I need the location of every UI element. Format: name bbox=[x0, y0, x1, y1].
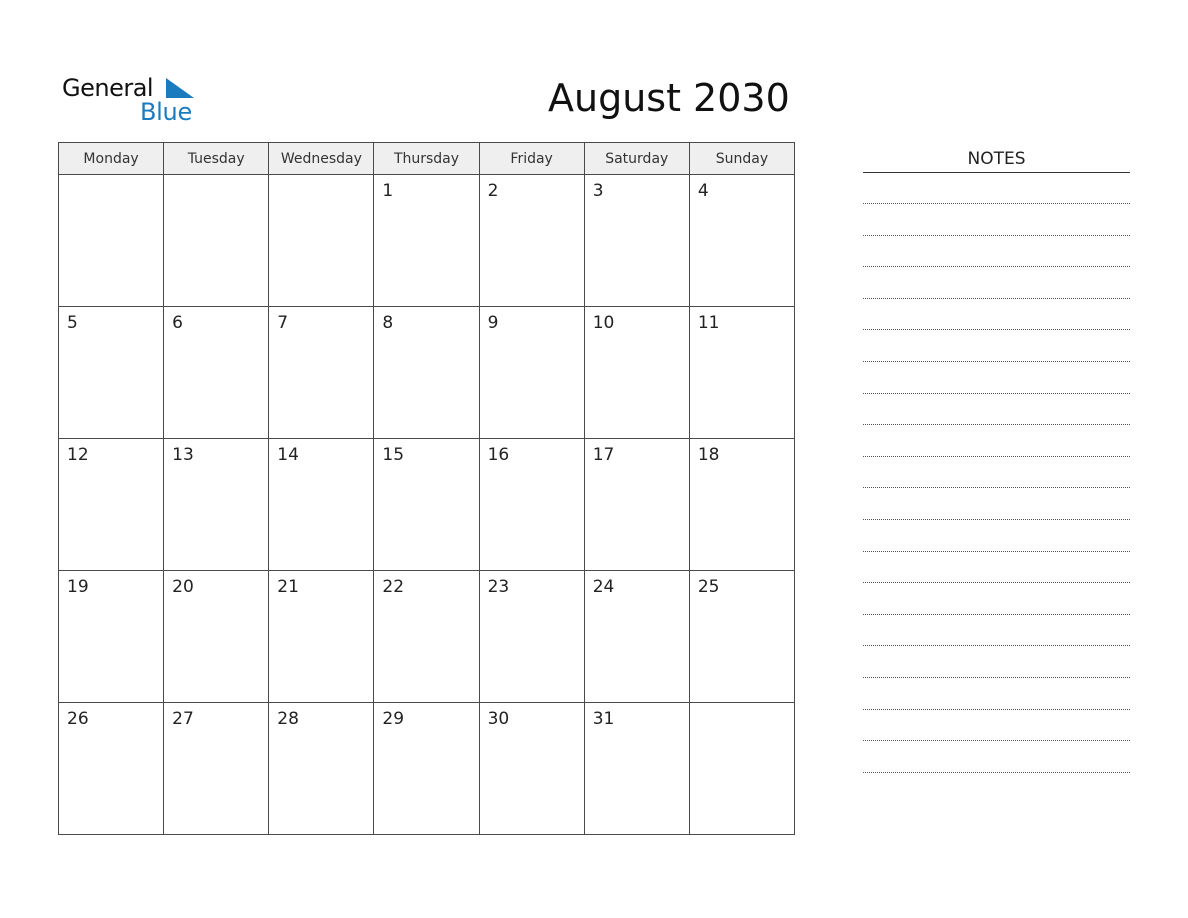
notes-panel bbox=[863, 148, 1130, 173]
day-cell: 6 bbox=[164, 307, 269, 439]
day-cell: 24 bbox=[584, 571, 689, 703]
day-cell: 31 bbox=[584, 703, 689, 835]
day-cell: 27 bbox=[164, 703, 269, 835]
note-line bbox=[863, 740, 1130, 741]
note-line bbox=[863, 645, 1130, 646]
day-cell: 18 bbox=[689, 439, 794, 571]
day-cell bbox=[269, 175, 374, 307]
day-cell: 28 bbox=[269, 703, 374, 835]
day-cell: 13 bbox=[164, 439, 269, 571]
day-cell: 22 bbox=[374, 571, 479, 703]
day-cell: 3 bbox=[584, 175, 689, 307]
day-cell: 21 bbox=[269, 571, 374, 703]
weekday-header: Saturday bbox=[584, 143, 689, 175]
weekday-header: Wednesday bbox=[269, 143, 374, 175]
day-cell: 10 bbox=[584, 307, 689, 439]
note-line bbox=[863, 393, 1130, 394]
week-row bbox=[59, 439, 795, 571]
day-cell: 20 bbox=[164, 571, 269, 703]
day-cell: 12 bbox=[59, 439, 164, 571]
note-line bbox=[863, 298, 1130, 299]
day-cell: 1 bbox=[374, 175, 479, 307]
day-cell: 4 bbox=[689, 175, 794, 307]
notes-title: NOTES bbox=[863, 148, 1130, 173]
weekday-header: Thursday bbox=[374, 143, 479, 175]
week-row bbox=[59, 307, 795, 439]
logo-triangle-icon bbox=[164, 76, 196, 100]
day-cell: 19 bbox=[59, 571, 164, 703]
day-cell bbox=[164, 175, 269, 307]
note-line bbox=[863, 614, 1130, 615]
day-cell: 25 bbox=[689, 571, 794, 703]
day-cell: 26 bbox=[59, 703, 164, 835]
note-line bbox=[863, 203, 1130, 204]
note-line bbox=[863, 456, 1130, 457]
day-cell: 11 bbox=[689, 307, 794, 439]
weekday-header: Tuesday bbox=[164, 143, 269, 175]
day-cell: 9 bbox=[479, 307, 584, 439]
weekday-header: Sunday bbox=[689, 143, 794, 175]
day-cell: 5 bbox=[59, 307, 164, 439]
day-cell: 16 bbox=[479, 439, 584, 571]
week-row bbox=[59, 175, 795, 307]
calendar-grid bbox=[58, 142, 795, 835]
note-line bbox=[863, 709, 1130, 710]
logo bbox=[62, 70, 212, 126]
logo-blue-text: Blue bbox=[140, 98, 192, 126]
note-line bbox=[863, 235, 1130, 236]
day-cell: 2 bbox=[479, 175, 584, 307]
day-cell bbox=[59, 175, 164, 307]
note-line bbox=[863, 424, 1130, 425]
week-row bbox=[59, 571, 795, 703]
day-cell: 8 bbox=[374, 307, 479, 439]
note-line bbox=[863, 266, 1130, 267]
weekday-header-row bbox=[59, 143, 795, 175]
day-cell: 14 bbox=[269, 439, 374, 571]
day-cell: 15 bbox=[374, 439, 479, 571]
day-cell: 23 bbox=[479, 571, 584, 703]
page-title: August 2030 bbox=[548, 76, 790, 120]
week-row bbox=[59, 703, 795, 835]
note-line bbox=[863, 329, 1130, 330]
weekday-header: Monday bbox=[59, 143, 164, 175]
note-line bbox=[863, 551, 1130, 552]
note-line bbox=[863, 582, 1130, 583]
note-line bbox=[863, 487, 1130, 488]
logo-general-text: General bbox=[62, 74, 154, 102]
note-line bbox=[863, 519, 1130, 520]
weekday-header: Friday bbox=[479, 143, 584, 175]
note-line bbox=[863, 677, 1130, 678]
day-cell: 29 bbox=[374, 703, 479, 835]
note-line bbox=[863, 772, 1130, 773]
note-line bbox=[863, 361, 1130, 362]
day-cell: 30 bbox=[479, 703, 584, 835]
day-cell: 17 bbox=[584, 439, 689, 571]
day-cell bbox=[689, 703, 794, 835]
day-cell: 7 bbox=[269, 307, 374, 439]
